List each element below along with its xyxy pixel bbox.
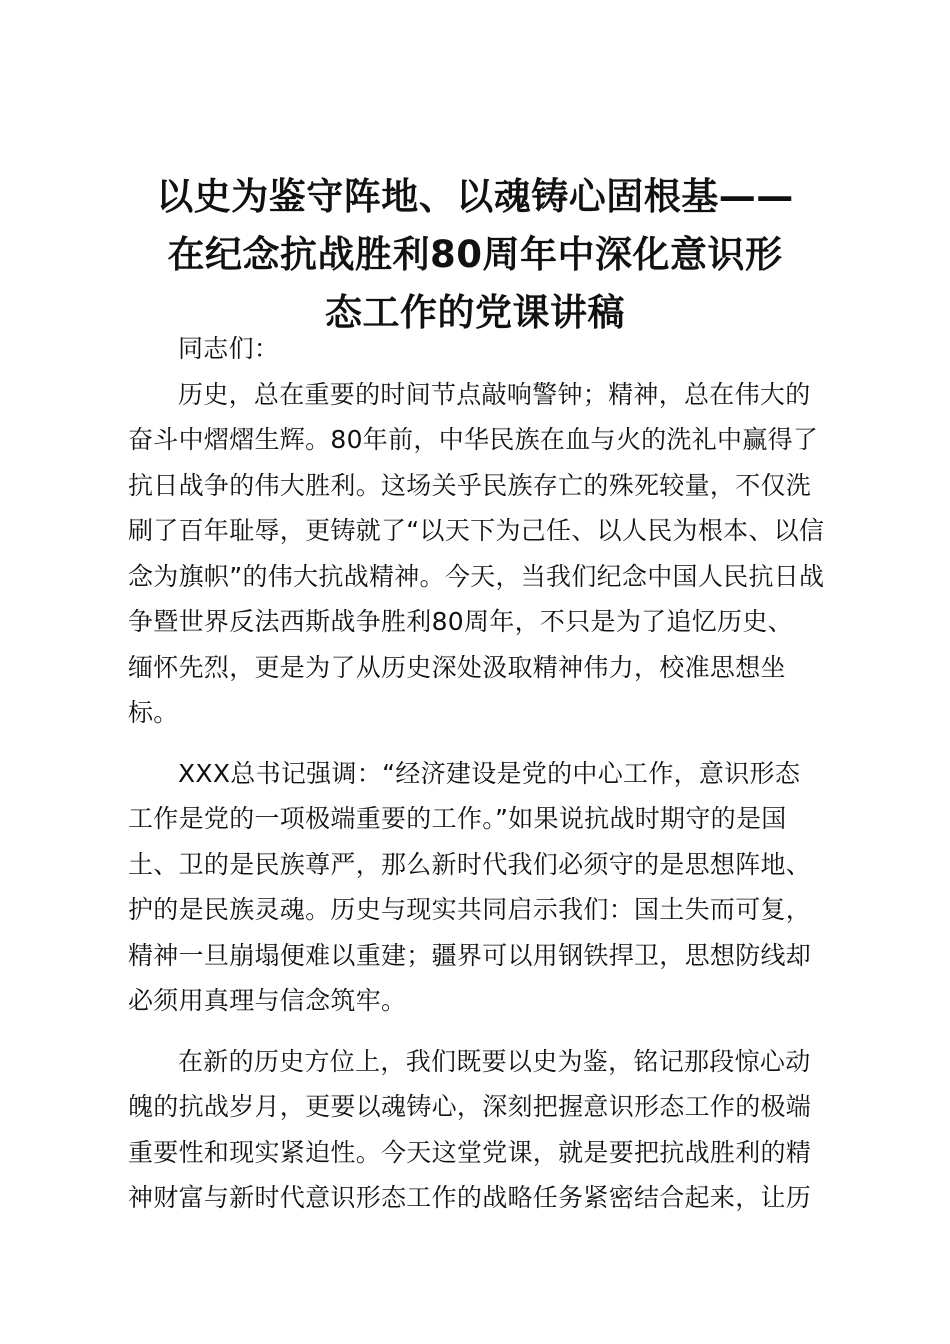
- document-body: [128, 326, 828, 1236]
- paragraph-line: 必须用真理与信念筑牢。: [128, 986, 407, 1015]
- paragraph-line: 土、卫的是民族尊严，那么新时代我们必须守的是思想阵地、: [128, 849, 812, 879]
- title-line: 以史为鉴守阵地、以魂铸心固根基——: [156, 175, 794, 218]
- paragraph-line: 抗日战争的伟大胜利。这场关乎民族存亡的殊死较量，不仅洗: [128, 470, 812, 500]
- document-title: [118, 168, 832, 342]
- paragraph-line: 护的是民族灵魂。历史与现实共同启示我们：国土失而可复，: [128, 895, 812, 924]
- paragraph-line: 奋斗中熠熠生辉。80年前，中华民族在血与火的洗礼中赢得了: [128, 425, 819, 454]
- paragraph: [128, 1039, 828, 1221]
- paragraph-line: 工作是党的一项极端重要的工作。”如果说抗战时期守的是国: [128, 804, 787, 833]
- paragraph: [128, 751, 828, 1024]
- paragraph-line: 刷了百年耻辱，更铸就了“以天下为己任、以人民为根本、以信: [128, 516, 825, 545]
- paragraph-line: 历史，总在重要的时间节点敲响警钟；精神，总在伟大的: [178, 379, 811, 409]
- paragraph-line: XXX总书记强调：“经济建设是党的中心工作，意识形态: [178, 758, 801, 788]
- paragraph-line: 神财富与新时代意识形态工作的战略任务紧密结合起来，让历: [128, 1183, 812, 1212]
- title-line: 态工作的党课讲稿: [325, 291, 625, 334]
- paragraph-line: 缅怀先烈，更是为了从历史深处汲取精神伟力，校准思想坐: [128, 652, 786, 682]
- paragraph-line: 重要性和现实紧迫性。今天这堂党课，就是要把抗战胜利的精: [128, 1137, 812, 1167]
- paragraph-line: 念为旗帜”的伟大抗战精神。今天，当我们纪念中国人民抗日战: [128, 561, 825, 591]
- paragraph-line: 在新的历史方位上，我们既要以史为鉴，铭记那段惊心动: [178, 1046, 811, 1076]
- paragraph: [128, 372, 828, 736]
- paragraph-line: 魄的抗战岁月，更要以魂铸心，深刻把握意识形态工作的极端: [128, 1092, 812, 1121]
- paragraph-line: 精神一旦崩塌便难以重建；疆界可以用钢铁捍卫，思想防线却: [128, 940, 812, 970]
- title-line: 在纪念抗战胜利80周年中深化意识形: [167, 233, 783, 276]
- paragraph-line: 争暨世界反法西斯战争胜利80周年，不只是为了追忆历史、: [128, 607, 793, 636]
- paragraph-line: 标。: [128, 698, 179, 727]
- salutation: 同志们：: [178, 334, 280, 363]
